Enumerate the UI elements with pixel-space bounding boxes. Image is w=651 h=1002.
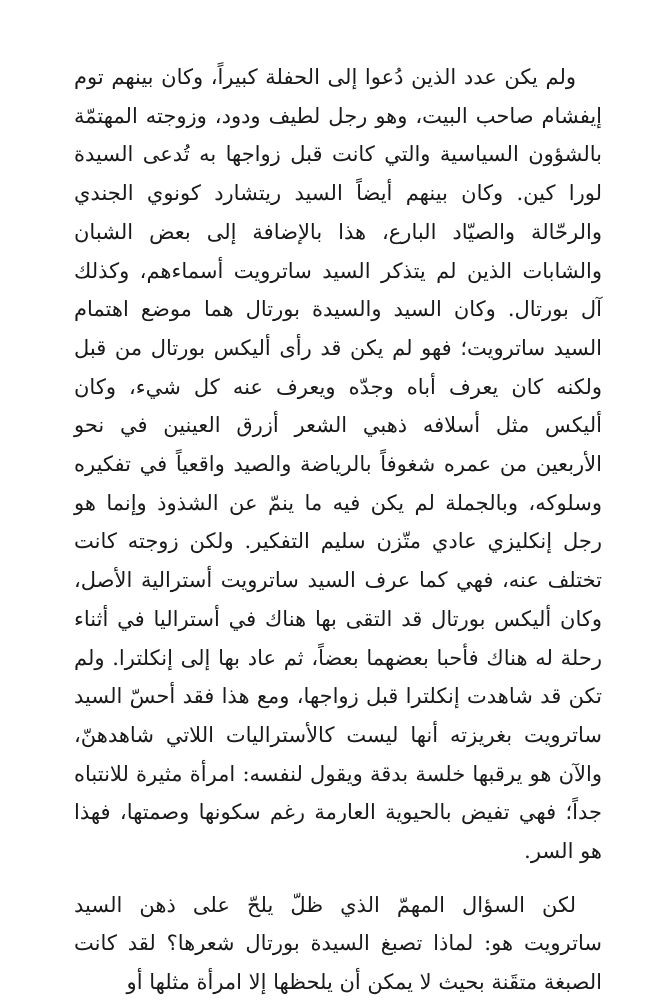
paragraph: لكن السؤال المهمّ الذي ظلّ يلحّ على ذهن السيد ساترويت هو: لماذا تصبغ السيدة بورتال شعرها؟ لقد كانت الصبغة متقَنة بحيث لا يمكن أن يلحظها إلا امرأة مثلها أو	[74, 892, 602, 995]
paragraph: ولم يكن عدد الذين دُعوا إلى الحفلة كبيراً، وكان بينهم توم إيفشام صاحب البيت، وهو رجل لطيف ودود، وزوجته المهتمّة بالشؤون السياسية والتي كانت قبل زواجها به تُدعى السيدة لورا كين. وكان بينهم أيضاً السيد ريتشارد كونوي الجندي والرحّالة والصيّاد البارع، هذا بالإضافة إلى بعض الشبان والشابات الذين لم يتذكر السيد ساترويت أسماءهم، وكذلك آل بورتال. وكان السيد والسيدة بورتال هما موضع اهتمام السيد ساترويت؛ فهو لم يكن قد رأى أليكس بورتال من قبل ولكنه كان يعرف أباه وجدّه ويعرف عنه كل شيء، وكان أليكس مثل أسلافه ذهبي الشعر أزرق العينين في نحو الأربعين من عمره شغوفاً بالرياضة والصيد واقعياً في تفكيره وسلوكه، وبالجملة لم يكن فيه ما ينمّ عن الشذوذ وإنما هو رجل إنكليزي عادي متّزن سليم التفكير. ولكن زوجته كانت تختلف عنه، فهي كما عرف السيد ساترويت أسترالية الأصل، وكان أليكس بورتال قد التقى بها هناك في أستراليا في أثناء رحلة له هناك فأحبا بعضهما بعضاً، ثم عاد بها إلى إنكلترا. ولم تكن قد شاهدت إنكلترا قبل زواجها، ومع هذا فقد أحسّ السيد ساترويت بغريزته أنها ليست كالأستراليات اللاتي شاهدهنّ، والآن هو يرقبها خلسة بدقة ويقول لنفسه: امرأة مثيرة للانتباه جداً؛ فهي تفيض بالحيوية العارمة رغم سكونها وصمتها، فهذا هو السر.	[74, 65, 602, 864]
book-page	[74, 58, 602, 1002]
